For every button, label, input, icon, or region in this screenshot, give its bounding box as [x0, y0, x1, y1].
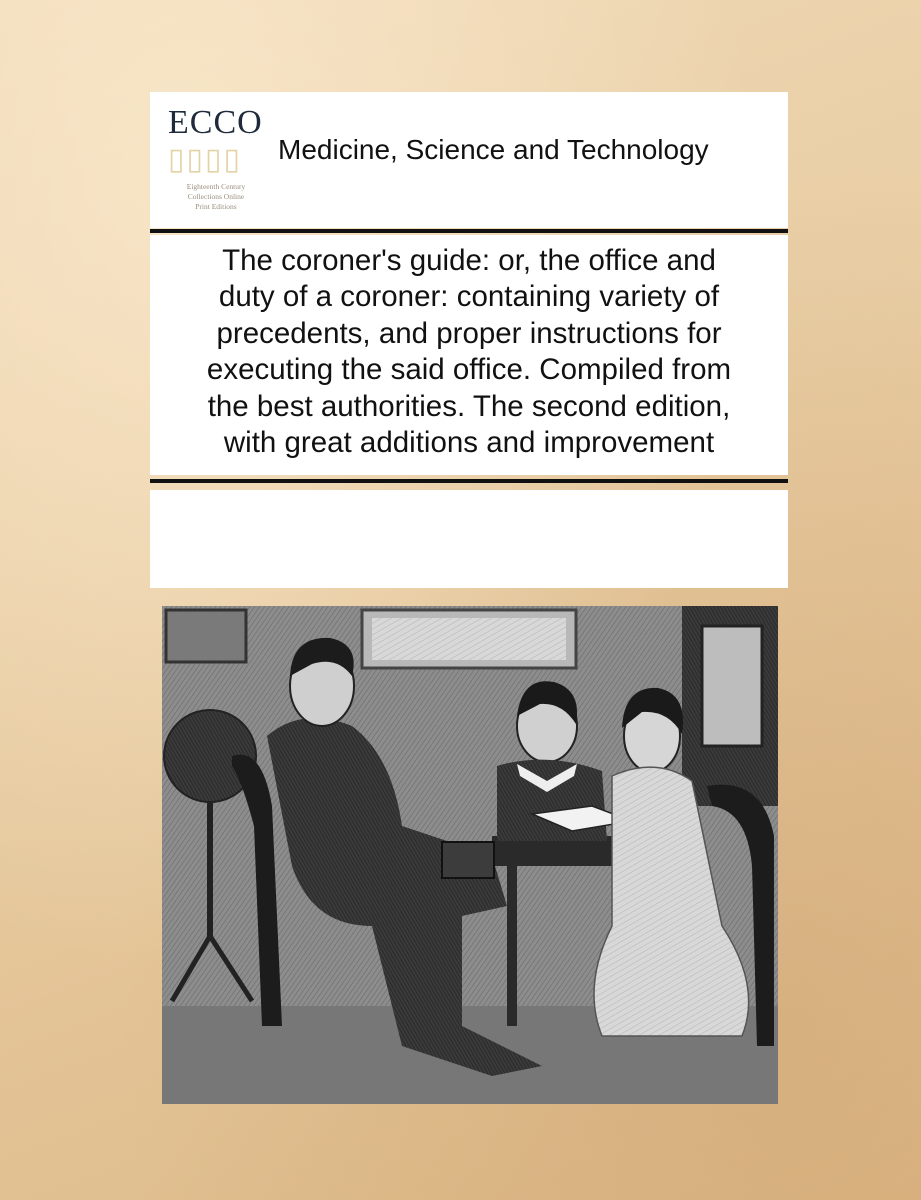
title-line: precedents, and proper instructions for: [216, 316, 722, 350]
ecco-logo-mark: ECCO: [168, 104, 263, 141]
ecco-logo-line: Print Editions: [195, 202, 237, 211]
title-line: the best authorities. The second edition,: [207, 389, 731, 423]
title-line: with great additions and improvement: [223, 426, 715, 460]
book-title: [150, 243, 788, 461]
title-line: duty of a coroner: containing variety of: [218, 280, 720, 314]
bottom-rule: [150, 479, 788, 483]
top-rule: [150, 229, 788, 233]
series-title: Medicine, Science and Technology: [278, 134, 709, 165]
ecco-logo-shadow: ▯▯▯▯: [168, 143, 243, 176]
title-line: The coroner's guide: or, the office and: [222, 244, 716, 277]
ecco-logo: [168, 104, 268, 216]
ecco-logo-line: Collections Online: [187, 192, 245, 201]
series-header: [150, 92, 788, 228]
cover-engraving: [162, 606, 778, 1104]
title-line: executing the said office. Compiled from: [206, 353, 732, 387]
blank-panel: [150, 490, 788, 588]
ecco-logo-line: Eighteenth Century: [186, 182, 246, 191]
book-title-panel: [150, 235, 788, 475]
